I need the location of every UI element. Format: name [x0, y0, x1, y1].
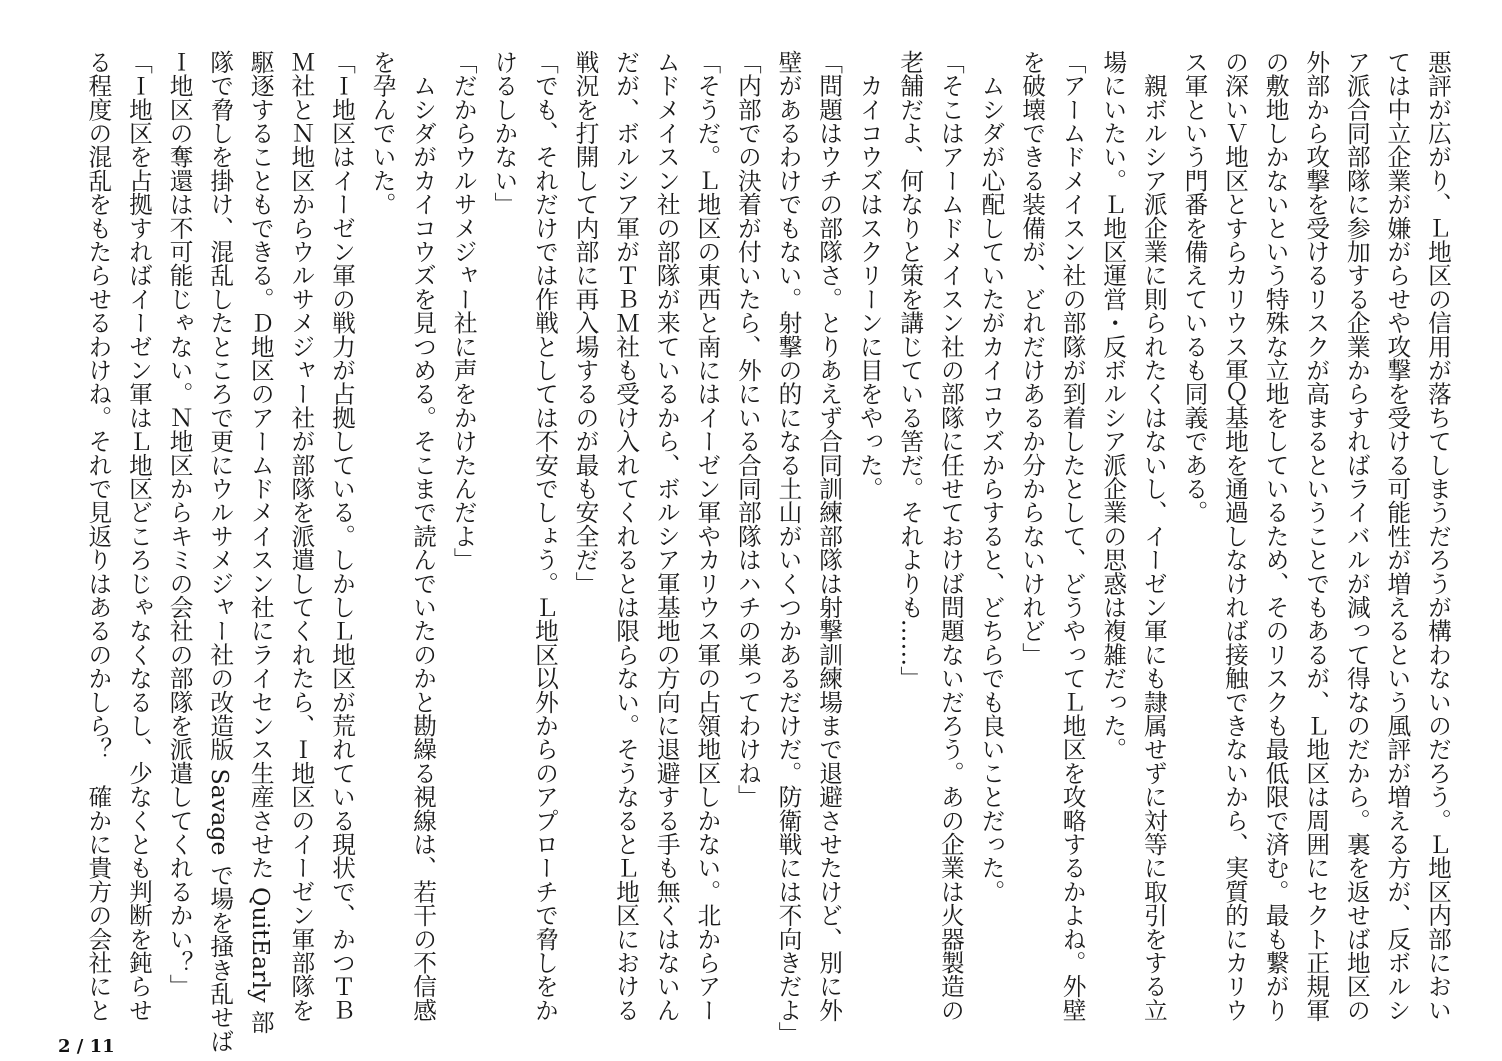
text-column: 「Ｉ地区はイーゼン軍の戦力が占拠している。しかしＬ地区が荒れている現状で、かつＴＢ: [327, 50, 356, 1022]
text-column: Ｍ社とＮ地区からウルサメジャー社が部隊を派遣してくれたら、Ｉ地区のイーゼン軍部隊を: [287, 50, 316, 1022]
text-column: 「だからウルサメジャー社に声をかけたんだよ」: [449, 50, 478, 572]
text-column: 悪評が広がり、Ｌ地区の信用が落ちてしまうだろうが構わないのだろう。Ｌ地区内部におい: [1424, 50, 1452, 1022]
text-column: 「でも、それだけでは作戦としては不安でしょう。Ｌ地区以外からのアプローチで脅しをか: [530, 50, 559, 1022]
text-column: ス軍という門番を備えているも同義である。: [1180, 50, 1209, 524]
text-column: ては中立企業が嫌がらせや攻撃を受ける可能性が増えるという風評が増える方が、反ボルシ: [1383, 50, 1412, 1022]
text-column: ムドメイスン社の部隊が来ているから、ボルシア軍基地の方向に退避する手も無くはないん: [652, 50, 681, 1022]
text-column: だが、ボルシア軍がＴＢＭ社も受け入れてくれるとは限らない。そうなるとＬ地区における: [612, 50, 641, 1022]
text-column: けるしかない」: [490, 50, 519, 216]
text-column: Ｉ地区の奪還は不可能じゃない。Ｎ地区からキミの会社の部隊を派遣してくれるかい？」: [165, 50, 194, 998]
text-column: 「内部での決着が付いたら、外にいる合同部隊はハチの巣ってわけね」: [733, 50, 762, 809]
text-column: ムシダが心配していたがカイコウズからすると、どちらでも良いことだった。: [977, 50, 1006, 904]
text-column: 「問題はウチの部隊さ。とりあえず合同訓練部隊は射撃訓練場まで退避させたけど、別に外: [815, 50, 844, 1022]
text-column: 「Ｉ地区を占拠すればイーゼン軍はＬ地区どころじゃなくなるし、少なくとも判断を鈍らせ: [125, 50, 153, 1022]
text-column: を孕んでいた。: [368, 50, 397, 216]
text-column: る程度の混乱をもたらせるわけね。それで見返りはあるのかしら？ 確かに貴方の会社にと: [84, 50, 113, 1022]
text-column: を破壊できる装備が、どれだけあるか分からないけれど」: [1018, 50, 1047, 667]
text-column: カイコウズはスクリーンに目をやった。: [855, 50, 884, 501]
text-column: 外部から攻撃を受けるリスクが高まるということでもあるが、Ｌ地区は周囲にセクト正規軍: [1302, 50, 1331, 1022]
text-column: 戦況を打開して内部に再入場するのが最も安全だ」: [571, 50, 600, 596]
text-column: 隊で脅しを掛け、混乱したところで更にウルサメジャー社の改造版 Savage で場を掻き乱せば: [206, 50, 235, 1053]
text-column: 場にいたい。Ｌ地区運営・反ボルシア派企業の思惑は複雑だった。: [1099, 50, 1128, 761]
text-column: の深いＶ地区とすらカリウス軍Ｑ基地を通過しなければ接触できないから、実質的にカリウ: [1221, 50, 1250, 1022]
text-column: 「そうだ。Ｌ地区の東西と南にはイーゼン軍やカリウス軍の占領地区しかない。北からアー: [693, 50, 722, 1022]
text-column: 駆逐することもできる。Ｄ地区のアームドメイスン社にライセンス生産させた QuitEarly 部: [246, 50, 275, 1034]
text-column: 壁があるわけでもない。射撃の的になる土山がいくつかあるだけだ。防衛戦には不向きだよ」: [774, 50, 803, 1046]
text-column: 老舗だよ、何なりと策を講じている筈だ。それよりも……」: [896, 50, 925, 690]
text-column: ア派合同部隊に参加する企業からすればライバルが減って得なのだから。裏を返せば地区の: [1342, 50, 1371, 1022]
text-column: ムシダがカイコウズを見つめる。そこまで読んでいたのかと勘繰る視線は、若干の不信感: [409, 50, 438, 1022]
text-column: 親ボルシア派企業に則られたくはないし、イーゼン軍にも隷属せずに対等に取引をする立: [1139, 50, 1168, 1022]
page-indicator: 2 / 11: [58, 1036, 115, 1057]
text-column: の敷地しかないという特殊な立地をしているため、そのリスクも最低限で済む。最も繋がり: [1261, 50, 1290, 1022]
text-column: 「アームドメイスン社の部隊が到着したとして、どうやってＬ地区を攻略するかよね。外壁: [1058, 50, 1087, 1022]
text-column: 「そこはアームドメイスン社の部隊に任せておけば問題ないだろう。あの企業は火器製造の: [936, 50, 965, 1022]
